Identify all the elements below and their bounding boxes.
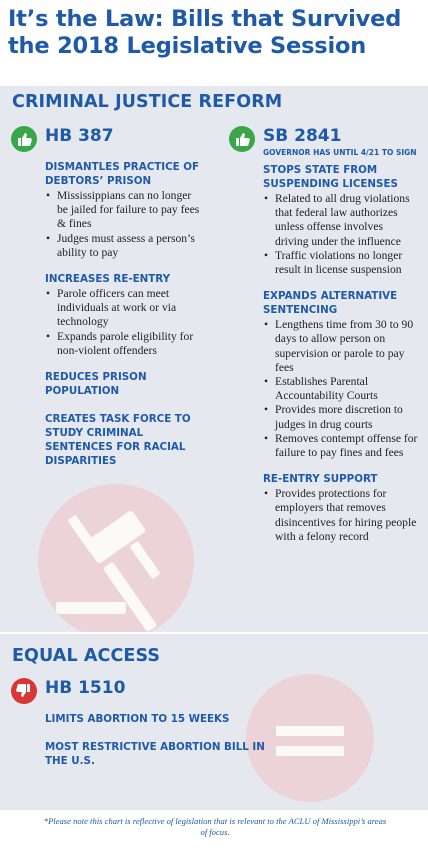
bill-header bbox=[11, 678, 271, 706]
footer-note: *Please note this chart is reflective of legislation that is relevant to the ACLU of Mississippi’s areas of focus. bbox=[43, 816, 387, 837]
thumbs-down-icon bbox=[11, 678, 37, 704]
bullet-item: • Judges must assess a person’s ability to pay bbox=[45, 232, 201, 260]
bullet-item: • Expands parole eligibility for non-violent offenders bbox=[45, 330, 201, 358]
bullet-item: • Parole officers can meet individuals at work or via technology bbox=[45, 287, 201, 330]
bullet-item: • Establishes Parental Accountability Courts bbox=[263, 375, 419, 403]
bill-number: HB 387 bbox=[45, 126, 114, 146]
provision-heading: DISMANTLES PRACTICE OF DEBTORS’ PRISON bbox=[45, 161, 200, 187]
provision bbox=[263, 472, 419, 544]
provision-heading: EXPANDS ALTERNATIVE SENTENCING bbox=[263, 290, 398, 317]
provision-heading: REDUCES PRISON POPULATION bbox=[45, 371, 147, 398]
bill-hb1510 bbox=[11, 678, 271, 768]
provision bbox=[263, 289, 419, 460]
bill-header bbox=[11, 126, 201, 154]
provision-heading: INCREASES RE-ENTRY bbox=[45, 273, 171, 286]
gavel-watermark-icon bbox=[38, 484, 194, 640]
provision bbox=[45, 370, 201, 398]
section-heading: EQUAL ACCESS bbox=[12, 646, 161, 666]
provision-heading: CREATES TASK FORCE TO STUDY CRIMINAL SENTENCES FOR RACIAL DISPARITIES bbox=[45, 413, 191, 468]
provision bbox=[263, 163, 419, 277]
provision bbox=[45, 712, 271, 726]
bullet-item: • Provides protections for employers that removes disincentives for hiring people with a felony record bbox=[263, 487, 419, 544]
provision bbox=[45, 272, 201, 358]
bill-number: HB 1510 bbox=[45, 678, 126, 698]
bullet-item: • Removes contempt offense for failure to pay fines and fees bbox=[263, 432, 419, 460]
bullet-item: • Related to all drug violations that federal law authorizes unless offense involves driving under the influence bbox=[263, 192, 419, 249]
bill-sb2841 bbox=[229, 126, 419, 544]
provision-heading: STOPS STATE FROM SUSPENDING LICENSES bbox=[263, 164, 398, 190]
bullet-list bbox=[45, 189, 201, 260]
provision bbox=[45, 160, 201, 260]
provision-heading: LIMITS ABORTION TO 15 WEEKS bbox=[45, 713, 230, 725]
bill-note: GOVERNOR HAS UNTIL 4/21 TO SIGN bbox=[263, 148, 417, 157]
bullet-list bbox=[45, 287, 201, 358]
provision bbox=[45, 412, 201, 468]
bullet-list bbox=[263, 487, 419, 544]
thumbs-up-icon bbox=[11, 126, 37, 152]
bullet-item: • Provides more discretion to judges in drug courts bbox=[263, 403, 419, 431]
page-title: It’s the Law: Bills that Survived the 2018 Legislative Session bbox=[8, 6, 402, 59]
section-heading: CRIMINAL JUSTICE REFORM bbox=[12, 92, 283, 112]
bullet-item: • Traffic violations no longer result in license suspension bbox=[263, 249, 419, 277]
bill-hb387 bbox=[11, 126, 201, 468]
provision-heading: MOST RESTRICTIVE ABORTION BILL IN THE U.S. bbox=[45, 741, 265, 767]
bullet-item: • Mississippians can no longer be jailed for failure to pay fees & fines bbox=[45, 189, 201, 232]
provision bbox=[45, 740, 271, 768]
bullet-item: • Lengthens time from 30 to 90 days to allow person on supervision or parole to pay fees bbox=[263, 318, 419, 375]
bill-number: SB 2841 bbox=[263, 126, 342, 146]
bullet-list bbox=[263, 318, 419, 460]
bill-header bbox=[229, 126, 419, 154]
bullet-list bbox=[263, 192, 419, 277]
provision-heading: RE-ENTRY SUPPORT bbox=[263, 473, 378, 486]
thumbs-up-icon bbox=[229, 126, 255, 152]
